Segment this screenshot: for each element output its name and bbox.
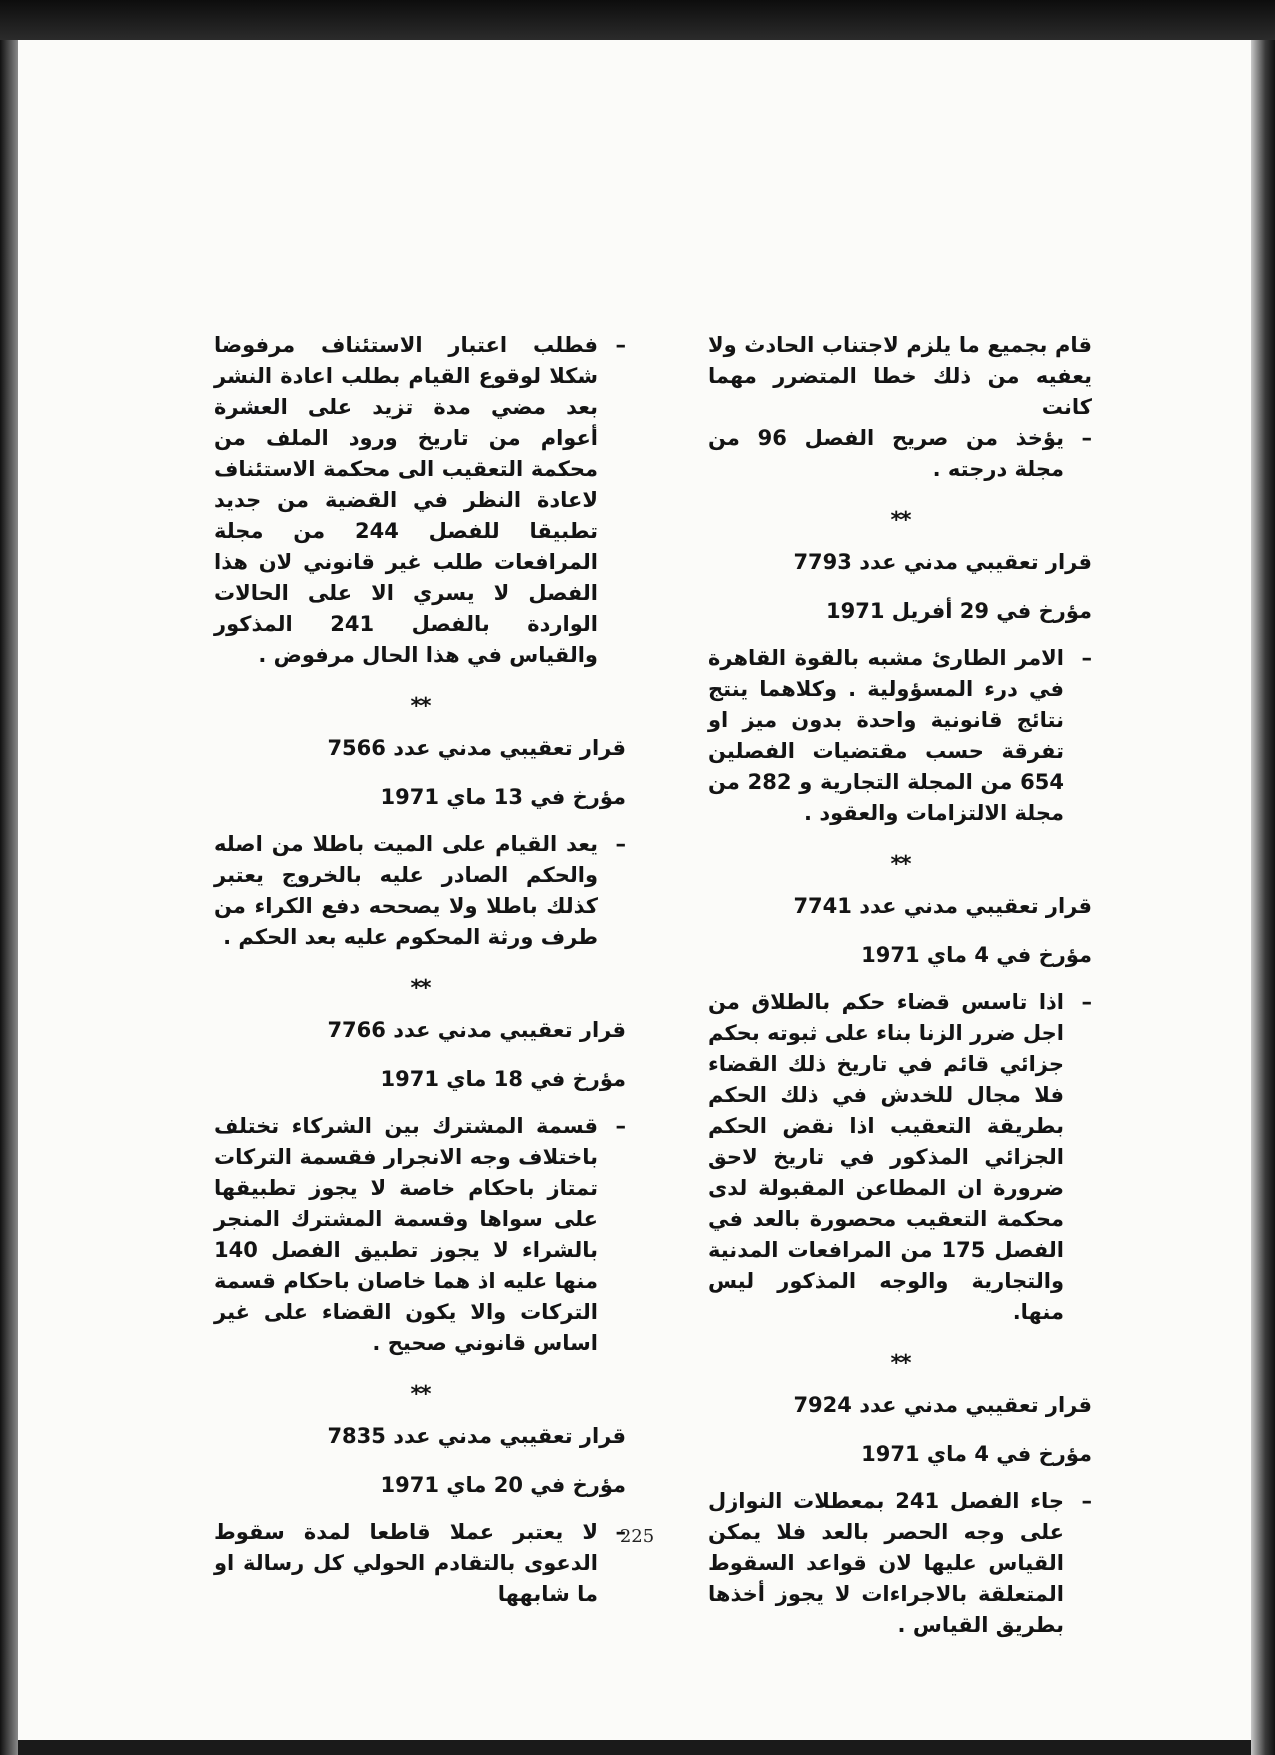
decision-summary: – الامر الطارئ مشبه بالقوة القاهرة في درء المسؤولية . وكلاهما ينتج نتائج قانونية واحدة بدون ميز او تفرقة حسب مقتضيات الفصلين 654 من المجلة التجارية و 282 من مجلة الالتزامات والعقود . (708, 643, 1092, 829)
decision-date: مؤرخ في 18 ماي 1971 (380, 1067, 626, 1091)
decision-title: قرار تعقيبي مدني عدد 7835 (327, 1424, 626, 1448)
left-column (214, 330, 626, 1610)
decision-summary: – لا يعتبر عملا قاطعا لمدة سقوط الدعوى بالتقادم الحولي كل رسالة او ما شابهها (214, 1517, 626, 1610)
scan-top-edge (0, 0, 1275, 40)
separator-stars: ** (410, 976, 430, 1001)
decision-date: مؤرخ في 4 ماي 1971 (861, 943, 1092, 967)
page-number: 225 (619, 1526, 655, 1547)
scan-left-edge (0, 40, 18, 1755)
book-page (18, 40, 1256, 1740)
decision-summary: – اذا تاسس قضاء حكم بالطلاق من اجل ضرر الزنا بناء على ثبوته بحكم جزائي قائم في تاريخ ذلك القضاء فلا مجال للخدش في ذلك الحكم بطريقة التعقيب اذا نقض الحكم الجزائي المذكور في تاريخ لاحق ضرورة ان المطاعن المقبولة لدى محكمة التعقيب محصورة بالعد في الفصل 175 من المرافعات المدنية والتجارية والوجه المذكور ليس منها. (708, 987, 1092, 1328)
decision-date: مؤرخ في 29 أفريل 1971 (826, 599, 1092, 623)
intro-bullet: – فطلب اعتبار الاستئناف مرفوضا شكلا لوقوع القيام بطلب اعادة النشر بعد مضي مدة تزيد على العشرة أعوام من تاريخ ورود الملف من محكمة التعقيب الى محكمة الاستئناف لاعادة النظر في القضية من جديد تطبيقا للفصل 244 من مجلة المرافعات طلب غير قانوني لان هذا الفصل لا يسري الا على الحالات الواردة بالفصل 241 المذكور والقياس في هذا الحال مرفوض . (214, 330, 626, 671)
intro-text: قام بجميع ما يلزم لاجتناب الحادث ولا يعفيه من ذلك خطا المتضرر مهما كانت (708, 333, 1092, 419)
separator-stars: ** (410, 1382, 430, 1407)
decision-summary: – جاء الفصل 241 بمعطلات النوازل على وجه الحصر بالعد فلا يمكن القياس عليها لان قواعد السقوط المتعلقة بالاجراءات لا يجوز أخذها بطريق القياس . (708, 1486, 1092, 1641)
decision-title: قرار تعقيبي مدني عدد 7924 (793, 1393, 1092, 1417)
separator-stars: ** (890, 1351, 910, 1376)
decision-date: مؤرخ في 4 ماي 1971 (861, 1442, 1092, 1466)
separator-stars: ** (890, 508, 910, 533)
decision-summary: – قسمة المشترك بين الشركاء تختلف باختلاف وجه الانجرار فقسمة التركات تمتاز باحكام خاصة لا يجوز تطبيقها على سواها وقسمة المشترك المنجر بالشراء لا يجوز تطبيق الفصل 140 منها عليه اذ هما خاصان باحكام قسمة التركات والا يكون القضاء على غير اساس قانوني صحيح . (214, 1111, 626, 1359)
separator-stars: ** (890, 852, 910, 877)
decision-title: قرار تعقيبي مدني عدد 7566 (327, 736, 626, 760)
intro-bullet: – يؤخذ من صريح الفصل 96 من مجلة درجته . (708, 423, 1092, 485)
decision-title: قرار تعقيبي مدني عدد 7741 (793, 894, 1092, 918)
decision-date: مؤرخ في 20 ماي 1971 (380, 1473, 626, 1497)
separator-stars: ** (410, 694, 430, 719)
decision-title: قرار تعقيبي مدني عدد 7766 (327, 1018, 626, 1042)
decision-summary: – يعد القيام على الميت باطلا من اصله والحكم الصادر عليه بالخروج يعتبر كذلك باطلا ولا يصححه دفع الكراء من طرف ورثة المحكوم عليه بعد الحكم . (214, 829, 626, 953)
decision-date: مؤرخ في 13 ماي 1971 (380, 785, 626, 809)
right-column (708, 330, 1092, 1641)
scan-right-edge (1251, 40, 1275, 1755)
decision-title: قرار تعقيبي مدني عدد 7793 (793, 550, 1092, 574)
